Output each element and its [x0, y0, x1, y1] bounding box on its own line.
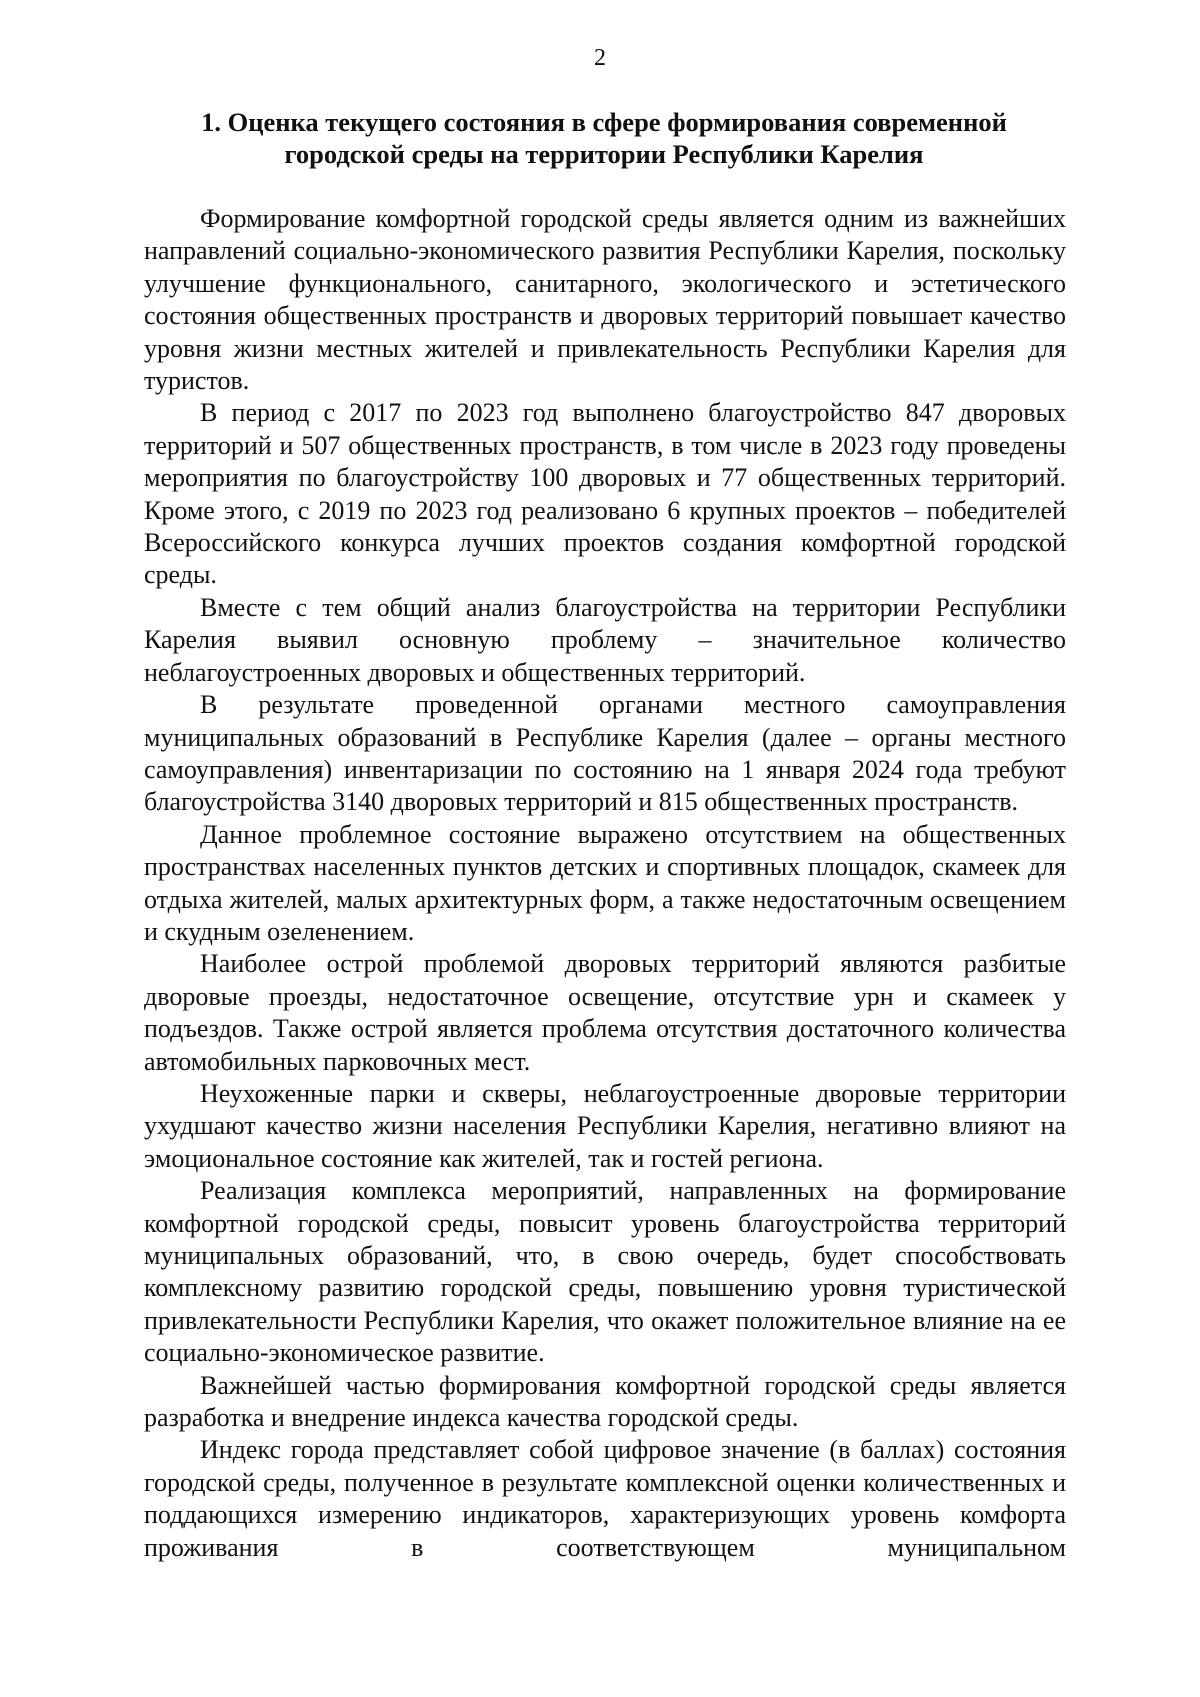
page-number: 2: [594, 45, 606, 71]
paragraph: В результате проведенной органами местного самоуправления муниципальных образований в Республике Карелия (далее – органы местного самоуправления) инвентаризации по состоянию на 1 января 2024 года требуют благоустройства 3140 дворовых территорий и 815 общественных пространств.: [144, 690, 1066, 817]
document-body: [144, 203, 1066, 1564]
paragraph: Важнейшей частью формирования комфортной городской среды является разработка и внедрение индекса качества городской среды.: [144, 1370, 1066, 1433]
paragraph: Вместе с тем общий анализ благоустройства на территории Республики Карелия выявил основную проблему – значительное количество неблагоустроенных дворовых и общественных территорий.: [144, 592, 1066, 687]
section-heading: 1. Оценка текущего состояния в сфере формирования современной городской среды на территории Республики Карелия: [201, 107, 1007, 169]
paragraph: Неухоженные парки и скверы, неблагоустроенные дворовые территории ухудшают качество жизни населения Республики Карелия, негативно влияют на эмоциональное состояние как жителей, так и гостей региона.: [144, 1078, 1066, 1173]
paragraph: Формирование комфортной городской среды является одним из важнейших направлений социально-экономического развития Республики Карелия, поскольку улучшение функционального, санитарного, экологического и эстетического состояния общественных пространств и дворовых территорий повышает качество уровня жизни местных жителей и привлекательность Республики Карелия для туристов.: [144, 204, 1066, 396]
paragraph-continued: Индекс города представляет собой цифровое значение (в баллах) состояния городской среды, полученное в результате комплексной оценки количественных и поддающихся измерению индикаторов, характеризующих уровень комфорта проживания в соответствующем муниципальном: [144, 1435, 1066, 1562]
paragraph: В период с 2017 по 2023 год выполнено благоустройство 847 дворовых территорий и 507 общественных пространств, в том числе в 2023 году проведены мероприятия по благоустройству 100 дворовых и 77 общественных территорий. Кроме этого, с 2019 по 2023 год реализовано 6 крупных проектов – победителей Всероссийского конкурса лучших проектов создания комфортной городской среды.: [144, 398, 1066, 590]
paragraph: Данное проблемное состояние выражено отсутствием на общественных пространствах населенных пунктов детских и спортивных площадок, скамеек для отдыха жителей, малых архитектурных форм, а также недостаточным освещением и скудным озеленением.: [144, 819, 1066, 946]
paragraph: Реализация комплекса мероприятий, направленных на формирование комфортной городской среды, повысит уровень благоустройства территорий муниципальных образований, что, в свою очередь, будет способствовать комплексному развитию городской среды, повышению уровня туристической привлекательности Республики Карелия, что окажет положительное влияние на ее социально-экономическое развитие.: [144, 1176, 1066, 1368]
paragraph: Наиболее острой проблемой дворовых территорий являются разбитые дворовые проезды, недостаточное освещение, отсутствие урн и скамеек у подъездов. Также острой является проблема отсутствия достаточного количества автомобильных парковочных мест.: [144, 949, 1066, 1076]
